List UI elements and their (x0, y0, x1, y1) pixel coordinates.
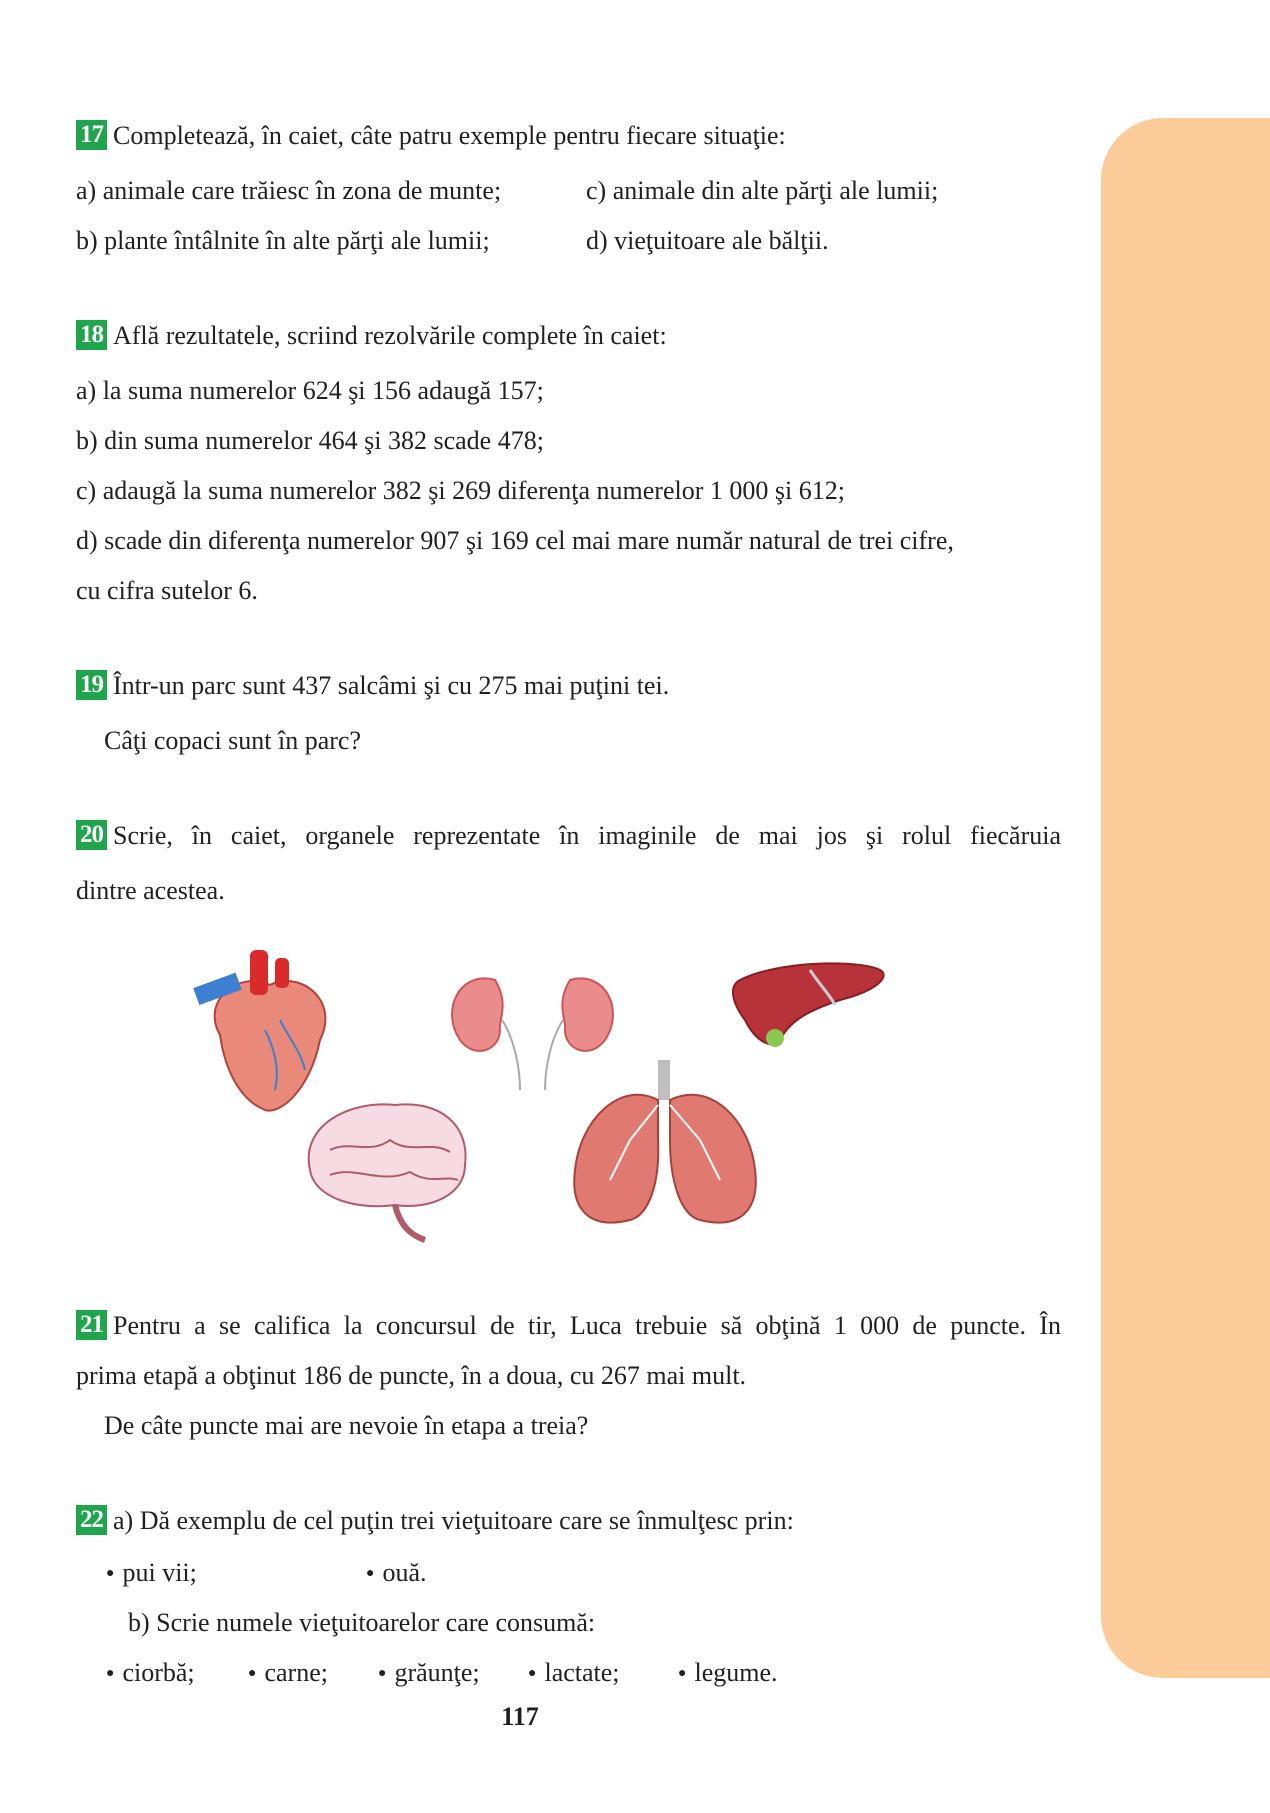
ex17-item-a: a) animale care trăiesc în zona de munte; (76, 176, 502, 205)
ex19-text: Într-un parc sunt 437 salcâmi şi cu 275 mai puţini tei. (113, 671, 670, 700)
ex20-text: Scrie, în caiet, organele reprezentate în imaginile de mai jos şi rolul fiecăruia (113, 821, 1061, 850)
ex17-number-badge: 17 (76, 120, 107, 150)
ex18-prompt: Află rezultatele, scriind rezolvările complete în caiet: (113, 321, 667, 350)
lungs-illustration (574, 1060, 756, 1223)
ex21-text: Pentru a se califica la concursul de tir, Luca trebuie să obţină 1 000 de puncte. În (113, 1311, 1061, 1340)
ex17-item-d: d) vieţuitoare ale bălţii. (586, 226, 829, 255)
side-tab (1101, 118, 1270, 1678)
ex22-item-b: b) Scrie numele vieţuitoarelor care consumă: (128, 1608, 596, 1637)
ex19-question: Câţi copaci sunt în parc? (104, 726, 362, 755)
ex20-line2: dintre acestea. (76, 876, 225, 905)
ex22-b-options (106, 1657, 778, 1694)
kidneys-illustration (452, 978, 613, 1090)
ex22-b-option-2: ● carne; (248, 1657, 328, 1694)
ex17-row-1 (76, 175, 939, 207)
ex19-line1 (76, 670, 669, 702)
ex18-item-c: c) adaugă la suma numerelor 382 şi 269 diferenţa numerelor 1 000 şi 612; (76, 476, 845, 505)
ex20-line1 (76, 820, 1061, 852)
ex22-a-option-1: ● pui vii; (106, 1558, 197, 1587)
ex21-line1 (76, 1310, 1061, 1342)
ex17-item-b: b) plante întâlnite în alte părţi ale lumii; (76, 226, 490, 255)
ex20-number-badge: 20 (76, 820, 107, 850)
ex22-b-option-1: ● ciorbă; (106, 1658, 195, 1687)
liver-illustration (733, 963, 884, 1047)
ex22-line-a (76, 1505, 794, 1537)
ex18-number-badge: 18 (76, 320, 107, 350)
ex22-number-badge: 22 (76, 1505, 107, 1535)
heart-illustration (193, 950, 325, 1111)
ex21-number-badge: 21 (76, 1310, 107, 1340)
ex21-question: De câte puncte mai are nevoie în etapa a treia? (104, 1411, 589, 1440)
ex18-item-d-line1: d) scade din diferenţa numerelor 907 şi 169 cel mai mare număr natural de trei cifre, (76, 526, 954, 555)
ex21-line2: prima etapă a obţinut 186 de puncte, în a doua, cu 267 mai mult. (76, 1361, 747, 1390)
ex22-b-option-4: ● lactate; (528, 1657, 620, 1694)
ex17-row-2 (76, 225, 829, 257)
ex22-a-options (106, 1557, 427, 1594)
ex22-a-option-2: ● ouă. (366, 1557, 427, 1594)
brain-illustration (309, 1104, 466, 1240)
ex22-b-option-5: ● legume. (678, 1657, 778, 1694)
ex18-item-a: a) la suma numerelor 624 şi 156 adaugă 157; (76, 376, 544, 405)
ex18-item-b: b) din suma numerelor 464 şi 382 scade 478; (76, 426, 544, 455)
ex17-item-c: c) animale din alte părţi ale lumii; (586, 176, 939, 205)
ex22-item-a: a) Dă exemplu de cel puţin trei vieţuitoare care se înmulţesc prin: (113, 1506, 794, 1535)
ex17-prompt: Completează, în caiet, câte patru exemple pentru fiecare situaţie: (113, 121, 786, 150)
ex19-number-badge: 19 (76, 670, 107, 700)
ex17-prompt-line (76, 120, 786, 152)
ex18-item-d-line2: cu cifra sutelor 6. (76, 576, 258, 605)
ex22-b-option-3: ● grăunţe; (378, 1657, 480, 1694)
page-number: 117 (501, 1702, 539, 1731)
organ-illustrations (180, 940, 1040, 1250)
ex18-prompt-line (76, 320, 667, 352)
